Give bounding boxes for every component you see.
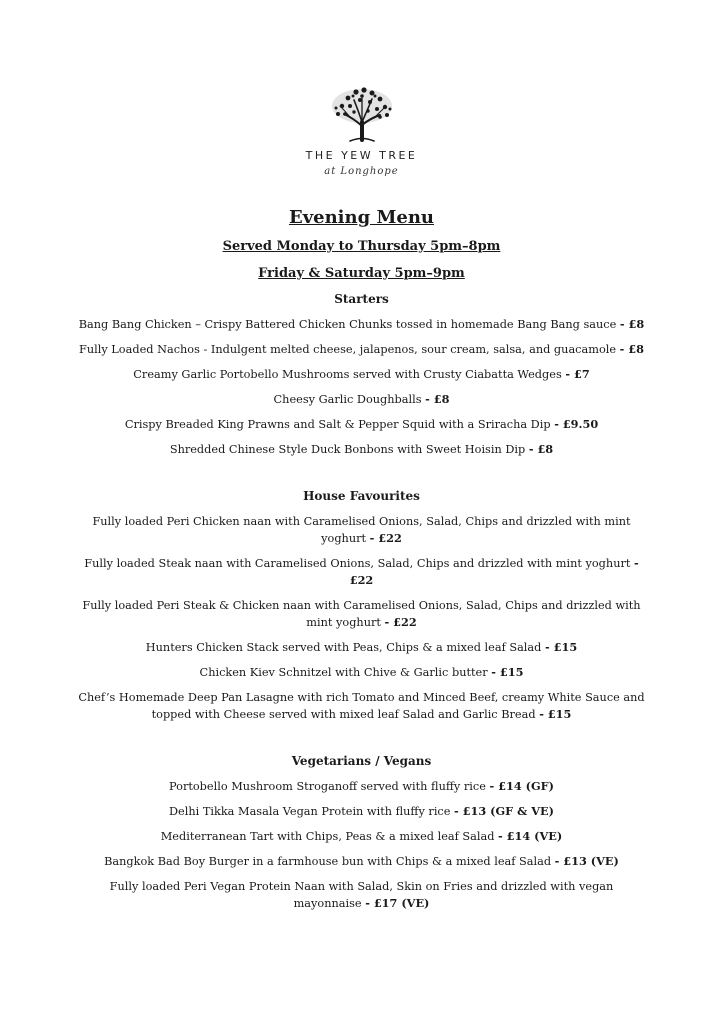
item-price: - £9.50	[554, 417, 599, 431]
item-description: Fully loaded Peri Steak & Chicken naan with Caramelised Onions, Salad, Chips and drizzled with mint yoghurt	[82, 599, 641, 629]
item-description: Bang Bang Chicken – Crispy Battered Chicken Chunks tossed in homemade Bang Bang sauce	[78, 318, 617, 331]
section-heading: Starters	[334, 292, 389, 306]
item-description: Fully loaded Peri Vegan Protein Naan with Salad, Skin on Fries and drizzled with vegan mayonnaise	[109, 880, 614, 910]
menu-item	[76, 416, 647, 433]
item-description: Bangkok Bad Boy Burger in a farmhouse bun with Chips & a mixed leaf Salad	[104, 855, 552, 868]
menu-item	[76, 878, 647, 912]
item-description: Hunters Chicken Stack served with Peas, Chips & a mixed leaf Salad	[145, 641, 542, 654]
item-description: Portobello Mushroom Stroganoff served with fluffy rice	[169, 780, 486, 793]
item-price: - £7	[565, 367, 590, 381]
item-price: - £8	[619, 342, 644, 356]
item-description: Chef’s Homemade Deep Pan Lasagne with rich Tomato and Minced Beef, creamy White Sauce and topped with Cheese served with mixed leaf Salad and Garlic Bread	[78, 691, 645, 721]
menu-item	[76, 597, 647, 631]
menu-item	[76, 341, 647, 358]
item-price: - £17 (VE)	[365, 896, 430, 910]
item-price: - £22	[384, 615, 417, 629]
item-description: Chicken Kiev Schnitzel with Chive & Garlic butter	[199, 666, 488, 679]
item-description: Cheesy Garlic Doughballs	[273, 393, 422, 406]
menu-item	[76, 689, 647, 723]
item-description: Mediterranean Tart with Chips, Peas & a mixed leaf Salad	[160, 830, 495, 843]
item-price: - £13 (VE)	[554, 854, 619, 868]
page-title: Evening Menu	[288, 207, 435, 228]
item-description: Fully loaded Peri Chicken naan with Caramelised Onions, Salad, Chips and drizzled with mint yoghurt	[92, 515, 631, 545]
item-description: Creamy Garlic Portobello Mushrooms served with Crusty Ciabatta Wedges	[133, 368, 562, 381]
brand-location: at Longhope	[324, 166, 399, 177]
tree-icon	[320, 84, 404, 146]
menu-item	[76, 639, 647, 656]
item-description: Shredded Chinese Style Duck Bonbons with Sweet Hoisin Dip	[169, 443, 526, 456]
hours-weekend: Friday & Saturday 5pm–9pm	[258, 266, 465, 281]
item-price: - £22	[349, 556, 639, 587]
section-heading: Vegetarians / Vegans	[291, 754, 432, 768]
menu-item	[76, 664, 647, 681]
menu-item	[76, 778, 647, 795]
item-price: - £15	[491, 665, 524, 679]
menu-item	[76, 366, 647, 383]
menu-item	[76, 853, 647, 870]
item-price: - £15	[545, 640, 578, 654]
item-description: Delhi Tikka Masala Vegan Protein with fluffy rice	[169, 805, 451, 818]
menu-item	[76, 513, 647, 547]
brand-name: THE YEW TREE	[305, 149, 418, 162]
item-description: Crispy Breaded King Prawns and Salt & Pepper Squid with a Sriracha Dip	[124, 418, 551, 431]
item-price: - £14 (VE)	[498, 829, 563, 843]
hours-weekday: Served Monday to Thursday 5pm–8pm	[222, 239, 501, 254]
item-price: - £8	[619, 317, 645, 331]
item-description: Fully Loaded Nachos - Indulgent melted cheese, jalapenos, sour cream, salsa, and guacamole	[78, 343, 617, 356]
menu-item	[76, 803, 647, 820]
item-price: - £13 (GF & VE)	[454, 804, 554, 818]
menu-item	[76, 316, 647, 333]
section-heading: House Favourites	[303, 489, 420, 503]
item-price: - £8	[425, 392, 450, 406]
item-price: - £22	[369, 531, 402, 545]
item-description: Fully loaded Steak naan with Caramelised Onions, Salad, Chips and drizzled with mint yoghurt	[84, 557, 631, 570]
item-price: - £14 (GF)	[489, 779, 554, 793]
vegetarians-section	[76, 753, 647, 912]
starters-section	[76, 291, 647, 458]
logo	[0, 84, 723, 177]
menu-content	[76, 206, 647, 912]
menu-item	[76, 391, 647, 408]
item-price: - £15	[539, 707, 572, 721]
menu-item	[76, 555, 647, 589]
menu-item	[76, 441, 647, 458]
menu-item	[76, 828, 647, 845]
item-price: - £8	[528, 442, 554, 456]
house-favourites-section	[76, 488, 647, 723]
